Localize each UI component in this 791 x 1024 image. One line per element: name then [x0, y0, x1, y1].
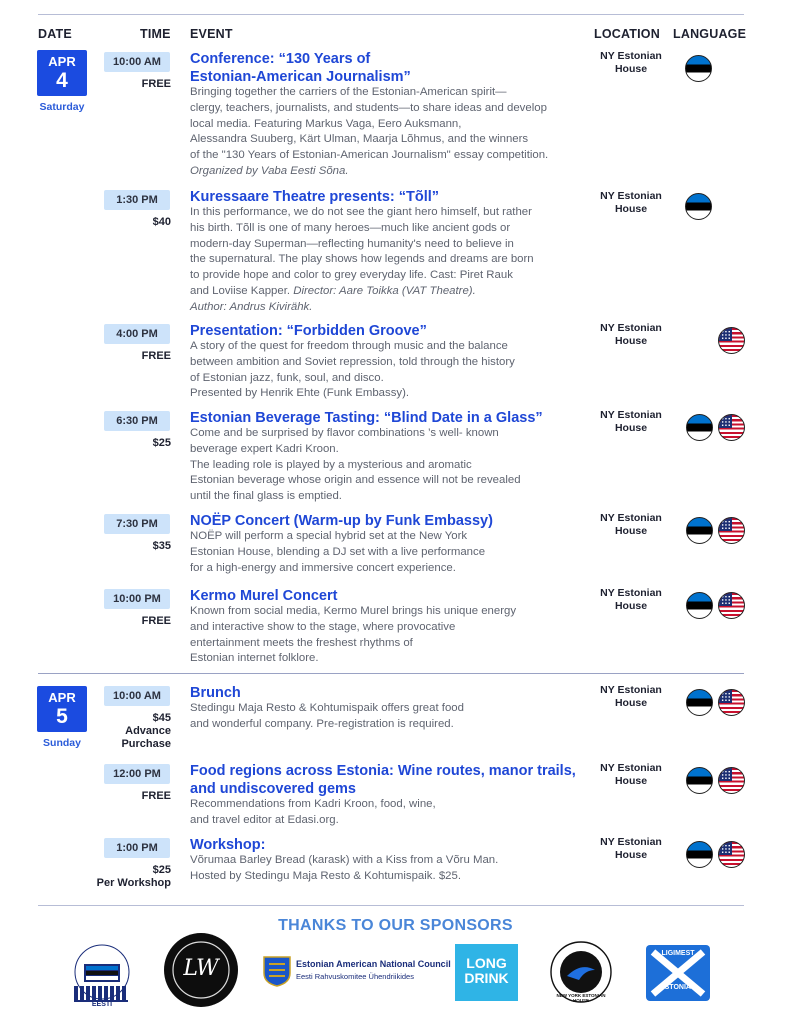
event-price: $25 [152, 437, 171, 449]
relief-line1: LIGIMEST [661, 950, 695, 957]
event-description [190, 339, 515, 402]
description-credit: Organized by Vaba Eesti Sõna. [190, 164, 349, 177]
us-flag-icon [718, 414, 745, 441]
description-line: and wonderful company. Pre-registration is required. [190, 717, 454, 730]
description-line: Presented by Henrik Ehte (Funk Embassy). [190, 387, 410, 400]
description-line: Võrumaa Barley Bread (karask) with a Kiss from a Võru Man. [190, 854, 499, 866]
date-box [37, 50, 87, 96]
date-month: APR [48, 690, 76, 705]
location-line: House [614, 202, 648, 215]
description-line: NOËP will perform a special hybrid set at the New York [190, 530, 468, 542]
location-line: House [614, 848, 648, 861]
event-price: FREE [141, 350, 171, 362]
event-description [190, 604, 516, 667]
description-line: to provide hope and color to grey everyday life. Cast: Piret Rauk [190, 269, 513, 282]
event-title: Estonian Beverage Tasting: “Blind Date in a Glass” [190, 410, 543, 426]
time-pill: 7:30 PM [104, 514, 170, 534]
event-location [590, 684, 672, 709]
description-line: In this performance, we do not see the giant hero himself, but rather [190, 206, 532, 218]
event-price: FREE [141, 78, 171, 90]
day-block-apr-5 [37, 686, 87, 749]
us-flag-icon [718, 767, 745, 794]
location-line: NY Estonian [600, 409, 662, 421]
description-text: and Loviise Kapper. [190, 284, 294, 297]
description-line: entertainment meets the freshest rhythms of [190, 636, 413, 649]
estonian-flag-icon [686, 841, 713, 868]
us-flag-icon [718, 517, 745, 544]
description-line: between ambition and Soviet repression, told through the history [190, 355, 515, 368]
description-line: A story of the quest for freedom through music and the balance [190, 340, 508, 352]
header-event: EVENT [190, 27, 233, 41]
time-pill: 6:30 PM [104, 411, 170, 431]
event-title: Kuressaare Theatre presents: “Tõll” [190, 189, 440, 205]
event-description [190, 797, 436, 829]
description-line: and travel editor at Edasi.org. [190, 813, 339, 826]
date-box [37, 686, 87, 732]
event-title: Workshop: [190, 837, 266, 853]
location-line: NY Estonian [600, 836, 662, 848]
header-date: DATE [38, 27, 72, 41]
estonian-flag-icon [686, 767, 713, 794]
description-line: Bringing together the carriers of the Estonian-American spirit— [190, 86, 507, 98]
relief-line2: ESTONIAN [659, 984, 697, 991]
estonian-flag-icon [686, 517, 713, 544]
estonian-flag-icon [686, 414, 713, 441]
event-title: Presentation: “Forbidden Groove” [190, 323, 427, 339]
event-title: Estonian-American Journalism” [190, 69, 411, 85]
location-line: House [614, 599, 648, 612]
sponsor-logo-liderway [163, 932, 239, 1008]
description-line: Stedingu Maja Resto & Kohtumispaik offers great food [190, 702, 464, 714]
day-divider [38, 673, 744, 674]
location-line: House [614, 421, 648, 434]
event-location [590, 587, 672, 612]
description-line: beverage expert Kadri Kroon. [190, 442, 339, 455]
ny-house-label: NEW YORK ESTONIAN HOUSE [556, 993, 606, 1003]
location-line: NY Estonian [600, 190, 662, 202]
event-description [190, 853, 498, 885]
description-line: Alessandra Suuberg, Kärt Ulman, Maarja Lõhmus, and the winners [190, 133, 529, 146]
description-credit: Author: Andrus Kivirähk. [190, 300, 313, 313]
event-description [190, 529, 485, 576]
event-price: FREE [141, 615, 171, 627]
location-line: House [614, 62, 648, 75]
description-line: local media. Featuring Markus Vaga, Eero Auksmann, [190, 117, 462, 130]
description-line: for a high-energy and immersive concert experience. [190, 561, 456, 574]
efund-label: EESTI [91, 1001, 113, 1008]
location-line: NY Estonian [600, 762, 662, 774]
description-line: Hosted by Stedingu Maja Resto & Kohtumispaik. $25. [190, 869, 461, 882]
eanc-sub: Eesti Rahvuskomitee Ühendriikides [296, 972, 414, 981]
location-line: NY Estonian [600, 512, 662, 524]
event-location [590, 512, 672, 537]
header-location: LOCATION [594, 27, 660, 41]
description-line: of Estonian jazz, funk, soul, and disco. [190, 371, 384, 384]
event-price: $45 [152, 712, 171, 724]
description-line: clergy, teachers, journalists, and students—to share ideas and develop [190, 101, 547, 114]
us-flag-icon [718, 327, 745, 354]
event-price: $40 [152, 216, 171, 228]
header-language: LANGUAGE [673, 27, 747, 41]
us-flag-icon [718, 689, 745, 716]
event-location [590, 50, 672, 75]
director-credit: Director: Aare Toikka (VAT Theatre). [293, 284, 476, 297]
description-line: of the "130 Years of Estonian-American Journalism" essay competition. [190, 149, 549, 162]
event-price: Per Workshop [96, 877, 171, 889]
event-location [590, 190, 672, 215]
estonian-flag-icon [685, 193, 712, 220]
us-flag-icon [718, 841, 745, 868]
date-weekday: Sunday [43, 737, 81, 749]
time-pill: 10:00 PM [104, 589, 170, 609]
estonian-flag-icon [686, 689, 713, 716]
event-price: FREE [141, 790, 171, 802]
description-line: Estonian internet folklore. [190, 652, 319, 665]
date-day: 4 [56, 69, 68, 92]
description-line: Estonian beverage whose origin and essence will not be revealed [190, 474, 521, 487]
event-location [590, 836, 672, 861]
description-line: The leading role is played by a mysterious and aromatic [190, 458, 472, 471]
date-month: APR [48, 54, 76, 69]
event-location [590, 322, 672, 347]
long-drink-line1: LONG [466, 955, 507, 971]
event-price: Advance [125, 725, 171, 737]
event-title: Conference: “130 Years of [190, 51, 371, 67]
description-line: Estonian House, blending a DJ set with a live performance [190, 545, 486, 558]
location-line: House [614, 524, 648, 537]
time-pill: 4:00 PM [104, 324, 170, 344]
description-line: modern-day Superman—reflecting humanity's need to believe in [190, 237, 514, 250]
sponsor-logo-ny-estonian-house [549, 940, 613, 1004]
description-line: Known from social media, Kermo Murel brings his unique energy [190, 605, 517, 617]
description-line: the supernatural. The play shows how legends and dreams are born [190, 253, 534, 266]
event-description [190, 426, 521, 505]
sponsors-title: THANKS TO OUR SPONSORS [278, 917, 513, 934]
sponsor-logo-long-drink [455, 944, 518, 1001]
description-line: Recommendations from Kadri Kroon, food, wine, [190, 798, 436, 810]
event-description [190, 85, 548, 180]
event-price: $35 [152, 540, 171, 552]
event-location [590, 762, 672, 787]
event-title: NOËP Concert (Warm-up by Funk Embassy) [190, 513, 493, 529]
long-drink-line2: DRINK [464, 970, 509, 986]
sponsor-divider [38, 905, 744, 906]
event-title: Kermo Murel Concert [190, 588, 338, 604]
eanc-name: Estonian American National Council [296, 959, 451, 969]
location-line: NY Estonian [600, 684, 662, 696]
us-flag-icon [718, 592, 745, 619]
location-line: House [614, 696, 648, 709]
sponsor-logo-estonian-relief [645, 944, 711, 1008]
time-pill: 10:00 AM [104, 686, 170, 706]
sponsor-logo-estonian-student-fund [62, 942, 142, 1010]
description-line: until the final glass is emptied. [190, 490, 342, 503]
date-day: 5 [56, 705, 68, 728]
location-line: House [614, 334, 648, 347]
estonian-flag-icon [685, 55, 712, 82]
date-weekday: Saturday [39, 101, 85, 113]
description-line [190, 284, 534, 300]
sponsor-logo-eanc [262, 955, 451, 991]
description-line: his birth. Tõll is one of many heroes—much like ancient gods or [190, 221, 511, 234]
location-line: NY Estonian [600, 50, 662, 62]
location-line: NY Estonian [600, 587, 662, 599]
top-rule [38, 14, 744, 15]
location-line: House [614, 774, 648, 787]
time-pill: 1:30 PM [104, 190, 170, 210]
event-description [190, 205, 534, 316]
time-pill: 1:00 PM [104, 838, 170, 858]
time-pill: 12:00 PM [104, 764, 170, 784]
event-price: $25 [152, 864, 171, 876]
description-line: Come and be surprised by flavor combinations ’s well- known [190, 427, 499, 439]
description-line: and interactive show to the stage, where provocative [190, 620, 456, 633]
event-description [190, 701, 464, 733]
lw-monogram: LW [183, 956, 219, 981]
location-line: NY Estonian [600, 322, 662, 334]
header-time: TIME [140, 27, 171, 41]
estonian-flag-icon [686, 592, 713, 619]
event-title: Brunch [190, 685, 241, 701]
event-title: Food regions across Estonia: Wine routes, manor trails, [190, 763, 576, 779]
event-title: and undiscovered gems [190, 781, 356, 797]
event-location [590, 409, 672, 434]
event-price: Purchase [121, 738, 171, 750]
day-block-apr-4 [37, 50, 87, 113]
time-pill: 10:00 AM [104, 52, 170, 72]
